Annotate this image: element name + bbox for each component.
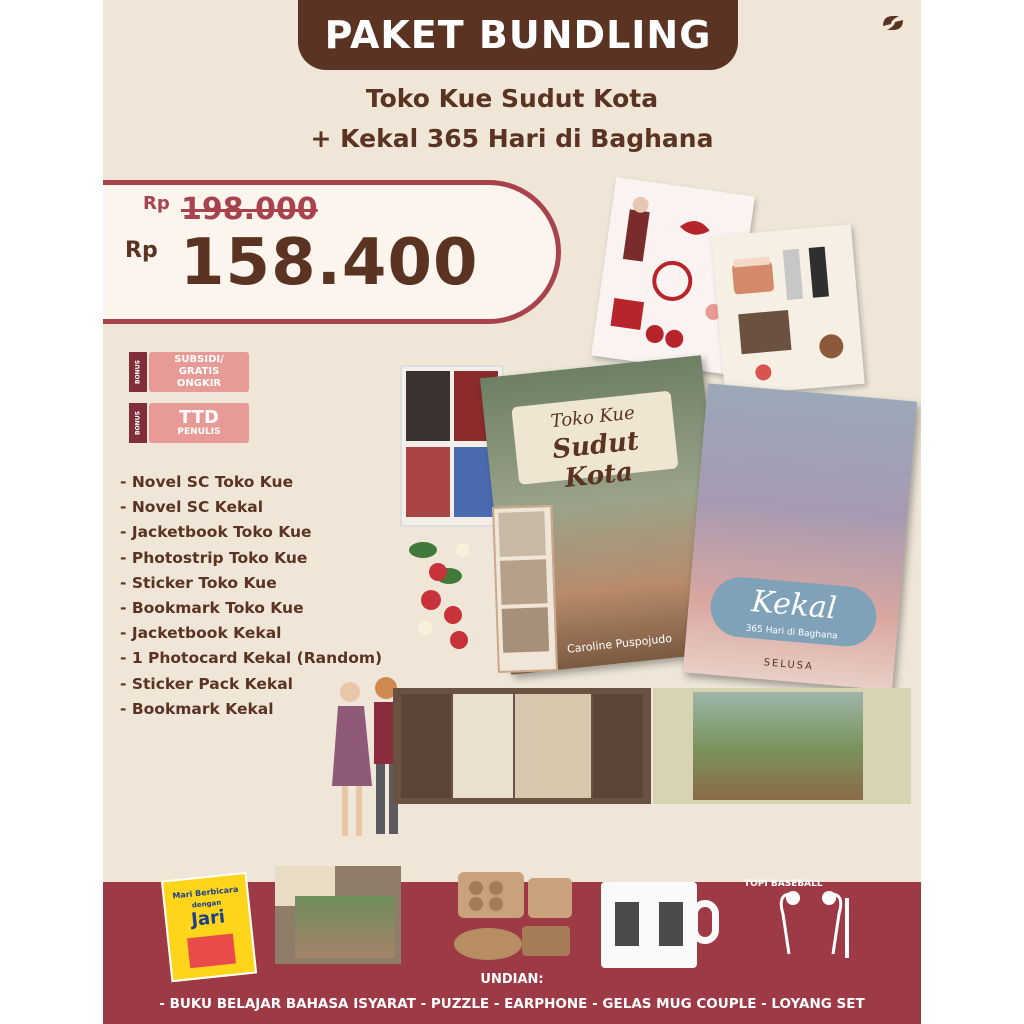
bonus-ttd-small: PENULIS [177,426,221,437]
title-banner [298,0,738,70]
photostrip-image [492,505,558,673]
bundle-poster [103,0,921,1024]
bonus-ttd-big: TTD [179,406,219,428]
prize-list: - BUKU BELAJAR BAHASA ISYARAT - PUZZLE - EARPHONE - GELAS MUG COUPLE - LOYANG SET [159,996,865,1012]
new-price-currency: Rp [125,238,158,263]
strawberry-bookmark-image [403,520,483,665]
brand-logo-icon [879,12,907,34]
list-item: - Photostrip Toko Kue [120,548,308,567]
list-item: - Bookmark Toko Kue [120,598,304,617]
bonus-tag: BONUS [129,352,147,392]
bonus-ongkir-text: SUBSIDI/ GRATIS ONGKIR [149,352,249,392]
prize-mug-image [601,882,725,968]
toko-kue-title-2: Sudut Kota [550,426,641,495]
prize-earphone-image [771,888,871,968]
new-price: 158.400 [180,226,479,300]
old-price: 198.000 [181,192,318,227]
list-item: - Jacketbook Kekal [120,624,282,643]
list-item: - Sticker Pack Kekal [120,674,293,693]
bonus-ttd-body [149,403,249,443]
prize-puzzle-image [275,866,401,964]
bonus-tag: BONUS [129,403,147,443]
toko-kue-title-1: Toko Kue [549,402,636,433]
prize-heading: UNDIAN: [480,972,544,987]
prize-baking-set-image [448,866,578,966]
kekal-title: Kekal [750,584,838,627]
list-item: - 1 Photocard Kekal (Random) [120,649,383,668]
prize-book-title-3: Jari [190,906,227,931]
toko-kue-author: Caroline Puspojudo [566,631,673,656]
jacketbook-kekal-image [653,688,911,804]
kekal-subtitle: 365 Hari di Baghana [745,623,839,642]
list-item: - Jacketbook Toko Kue [120,523,312,542]
bonus-ongkir-badge [129,352,249,392]
subtitle-line-2: + Kekal 365 Hari di Baghana [310,124,714,153]
book-kekal-cover [683,383,917,690]
sticker-sheet-toko-kue-image [711,224,864,396]
old-price-currency: Rp [143,193,170,214]
banner-title: PAKET BUNDLING [324,13,712,57]
bonus-ttd-badge [129,403,249,443]
topi-label: TOPI BASEBALL [744,879,823,889]
kekal-author: SELUSA [763,657,815,673]
list-item: - Bookmark Kekal [120,699,274,718]
prize-book-title-2: dengan [191,898,222,910]
list-item: - Sticker Toko Kue [120,573,277,592]
list-item: - Novel SC Toko Kue [120,473,294,491]
list-item: - Novel SC Kekal [120,498,264,517]
prize-book-image [161,872,257,982]
prize-book-title-1: Mari Berbicara [171,884,239,901]
subtitle-line-1: Toko Kue Sudut Kota [365,84,659,113]
jacketbook-toko-kue-image [393,688,651,804]
